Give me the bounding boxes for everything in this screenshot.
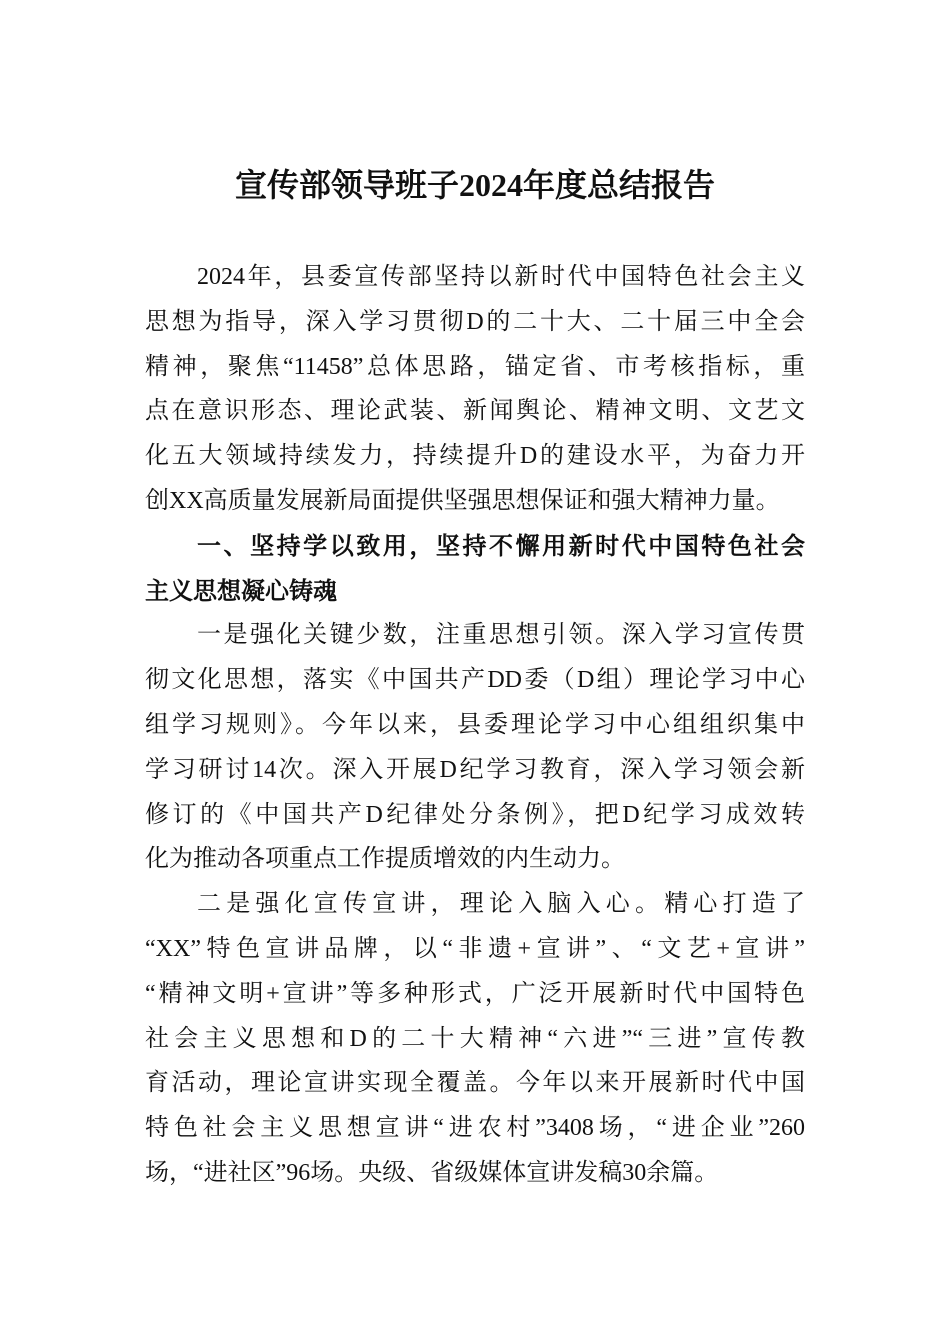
text-line: 二是强化宣传宣讲，理论入脑入心。精心打造了 xyxy=(197,891,805,917)
text-line: 一、坚持学以致用，坚持不懈用新时代中国特色社会 xyxy=(197,532,805,560)
text-line: 修订的《中国共产D纪律处分条例》，把D纪学习成效转 xyxy=(145,802,805,828)
text-line: 育活动，理论宣讲实现全覆盖。今年以来开展新时代中国 xyxy=(145,1070,805,1096)
text-line: 思想为指导，深入学习贯彻D的二十大、二十届三中全会 xyxy=(145,309,805,335)
text-line: 学习研讨14次。深入开展D纪学习教育，深入学习领会新 xyxy=(145,757,805,783)
document-title: 宣传部领导班子2024年度总结报告 xyxy=(234,167,715,203)
text-line: “精神文明+宣讲”等多种形式，广泛开展新时代中国特色 xyxy=(145,981,805,1007)
text-line: 彻文化思想，落实《中国共产DD委（D组）理论学习中心 xyxy=(145,667,805,693)
text-line: 一是强化关键少数，注重思想引领。深入学习宣传贯 xyxy=(197,622,805,648)
text-line: 化为推动各项重点工作提质增效的内生动力。 xyxy=(145,846,625,872)
text-line: “XX”特色宣讲品牌，以“非遗+宣讲”、“文艺+宣讲” xyxy=(145,936,805,962)
text-line: 组学习规则》。今年以来，县委理论学习中心组组织集中 xyxy=(145,712,805,738)
text-line: 精神，聚焦“11458”总体思路，锚定省、市考核指标，重 xyxy=(145,354,805,380)
text-line: 化五大领域持续发力，持续提升D的建设水平，为奋力开 xyxy=(145,443,805,469)
text-line: 创XX高质量发展新局面提供坚强思想保证和强大精神力量。 xyxy=(145,488,780,514)
text-line: 主义思想凝心铸魂 xyxy=(145,577,337,605)
text-line: 场，“进社区”96场。央级、省级媒体宣讲发稿30余篇。 xyxy=(145,1160,719,1186)
text-line: 社会主义思想和D的二十大精神“六进”“三进”宣传教 xyxy=(145,1026,805,1052)
text-line: 特色社会主义思想宣讲“进农村”3408场，“进企业”260 xyxy=(145,1115,805,1141)
text-line: 2024年，县委宣传部坚持以新时代中国特色社会主义 xyxy=(197,264,805,290)
text-line: 点在意识形态、理论武装、新闻舆论、精神文明、文艺文 xyxy=(145,398,805,424)
